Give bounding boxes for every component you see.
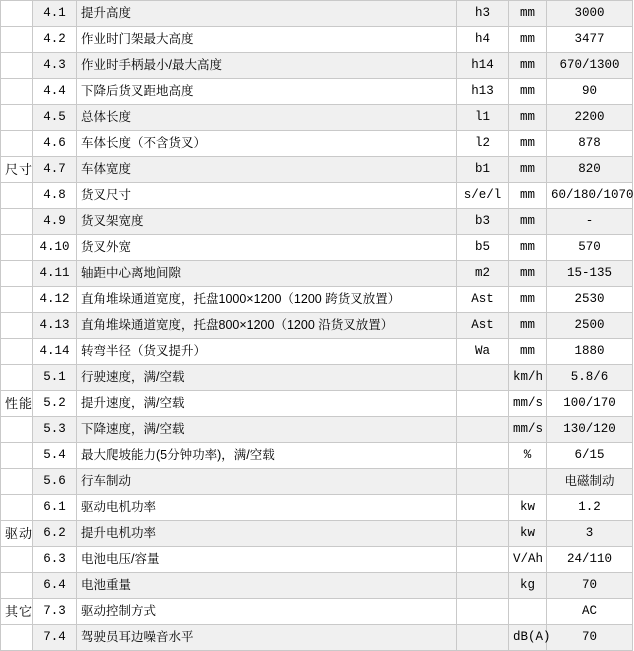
row-symbol	[457, 469, 509, 495]
table-row	[1, 599, 633, 625]
row-value: AC	[547, 599, 633, 625]
row-parameter-name: 下降后货叉距地高度	[77, 79, 457, 105]
row-unit: mm	[509, 287, 547, 313]
row-number: 6.1	[33, 495, 77, 521]
row-unit: V/Ah	[509, 547, 547, 573]
row-number: 4.5	[33, 105, 77, 131]
row-unit: km/h	[509, 365, 547, 391]
table-row	[1, 547, 633, 573]
row-parameter-name: 驱动电机功率	[77, 495, 457, 521]
row-group-label	[1, 417, 33, 443]
table-row	[1, 365, 633, 391]
row-parameter-name: 提升高度	[77, 1, 457, 27]
row-number: 4.7	[33, 157, 77, 183]
row-symbol: b3	[457, 209, 509, 235]
row-value: 24/110	[547, 547, 633, 573]
row-value: 670/1300	[547, 53, 633, 79]
row-parameter-name: 转弯半径（货叉提升）	[77, 339, 457, 365]
row-value: 130/120	[547, 417, 633, 443]
row-value: 2500	[547, 313, 633, 339]
row-value: 3477	[547, 27, 633, 53]
row-unit: mm/s	[509, 417, 547, 443]
row-number: 6.3	[33, 547, 77, 573]
row-unit: mm/s	[509, 391, 547, 417]
row-symbol: b5	[457, 235, 509, 261]
row-group-label	[1, 313, 33, 339]
table-row	[1, 157, 633, 183]
row-value: 60/180/1070	[547, 183, 633, 209]
row-unit: mm	[509, 53, 547, 79]
row-parameter-name: 电池重量	[77, 573, 457, 599]
row-symbol: h4	[457, 27, 509, 53]
row-value: 电磁制动	[547, 469, 633, 495]
table-row	[1, 1, 633, 27]
row-number: 7.3	[33, 599, 77, 625]
row-group-label	[1, 287, 33, 313]
row-symbol: l1	[457, 105, 509, 131]
row-parameter-name: 行驶速度，满/空载	[77, 365, 457, 391]
row-symbol	[457, 391, 509, 417]
row-group-label	[1, 53, 33, 79]
row-number: 4.14	[33, 339, 77, 365]
table-row	[1, 105, 633, 131]
row-group-label	[1, 131, 33, 157]
row-symbol: Wa	[457, 339, 509, 365]
row-unit: kw	[509, 521, 547, 547]
row-unit: mm	[509, 27, 547, 53]
row-group-label	[1, 339, 33, 365]
row-symbol: h13	[457, 79, 509, 105]
row-parameter-name: 驱动控制方式	[77, 599, 457, 625]
row-unit: mm	[509, 261, 547, 287]
table-row	[1, 53, 633, 79]
row-symbol	[457, 625, 509, 651]
row-number: 5.2	[33, 391, 77, 417]
row-parameter-name: 驾驶员耳边噪音水平	[77, 625, 457, 651]
row-group-label	[1, 1, 33, 27]
row-number: 5.3	[33, 417, 77, 443]
row-unit: mm	[509, 209, 547, 235]
row-symbol: Ast	[457, 287, 509, 313]
row-group-label	[1, 183, 33, 209]
row-group-label: 尺寸	[1, 157, 33, 183]
row-group-label	[1, 209, 33, 235]
row-value: -	[547, 209, 633, 235]
table-row	[1, 131, 633, 157]
row-unit: dB(A)	[509, 625, 547, 651]
row-number: 4.2	[33, 27, 77, 53]
table-row	[1, 235, 633, 261]
row-number: 6.2	[33, 521, 77, 547]
table-row	[1, 261, 633, 287]
row-group-label	[1, 365, 33, 391]
table-row	[1, 443, 633, 469]
row-group-label	[1, 79, 33, 105]
row-number: 7.4	[33, 625, 77, 651]
row-unit: mm	[509, 339, 547, 365]
row-number: 4.10	[33, 235, 77, 261]
row-symbol	[457, 547, 509, 573]
row-group-label	[1, 27, 33, 53]
table-row	[1, 27, 633, 53]
row-value: 878	[547, 131, 633, 157]
row-value: 70	[547, 625, 633, 651]
row-parameter-name: 总体长度	[77, 105, 457, 131]
row-parameter-name: 货叉架宽度	[77, 209, 457, 235]
row-symbol: h14	[457, 53, 509, 79]
table-row	[1, 625, 633, 651]
row-parameter-name: 下降速度，满/空载	[77, 417, 457, 443]
row-number: 4.6	[33, 131, 77, 157]
row-symbol: Ast	[457, 313, 509, 339]
row-value: 2530	[547, 287, 633, 313]
row-unit: mm	[509, 131, 547, 157]
row-number: 4.3	[33, 53, 77, 79]
row-number: 4.4	[33, 79, 77, 105]
row-value: 100/170	[547, 391, 633, 417]
row-symbol: m2	[457, 261, 509, 287]
row-unit: mm	[509, 313, 547, 339]
row-group-label	[1, 573, 33, 599]
row-parameter-name: 最大爬坡能力(5分钟功率)，满/空载	[77, 443, 457, 469]
row-value: 6/15	[547, 443, 633, 469]
row-symbol	[457, 417, 509, 443]
row-symbol: h3	[457, 1, 509, 27]
row-value: 90	[547, 79, 633, 105]
table-row	[1, 79, 633, 105]
row-number: 5.4	[33, 443, 77, 469]
row-parameter-name: 作业时手柄最小/最大高度	[77, 53, 457, 79]
row-unit: kg	[509, 573, 547, 599]
row-symbol	[457, 599, 509, 625]
row-symbol	[457, 495, 509, 521]
row-parameter-name: 提升速度，满/空载	[77, 391, 457, 417]
specification-table-body	[1, 1, 633, 651]
row-unit: mm	[509, 183, 547, 209]
row-unit	[509, 469, 547, 495]
table-row	[1, 209, 633, 235]
row-group-label: 驱动	[1, 521, 33, 547]
table-row	[1, 339, 633, 365]
row-value: 3	[547, 521, 633, 547]
row-symbol	[457, 573, 509, 599]
row-number: 4.8	[33, 183, 77, 209]
row-group-label	[1, 469, 33, 495]
table-row	[1, 417, 633, 443]
table-row	[1, 469, 633, 495]
row-group-label	[1, 235, 33, 261]
row-symbol	[457, 521, 509, 547]
row-parameter-name: 电池电压/容量	[77, 547, 457, 573]
row-group-label	[1, 443, 33, 469]
row-parameter-name: 车体长度（不含货叉）	[77, 131, 457, 157]
row-parameter-name: 轴距中心离地间隙	[77, 261, 457, 287]
row-unit: mm	[509, 235, 547, 261]
row-unit: mm	[509, 157, 547, 183]
row-unit: kw	[509, 495, 547, 521]
row-symbol: b1	[457, 157, 509, 183]
row-value: 1.2	[547, 495, 633, 521]
row-unit: %	[509, 443, 547, 469]
row-value: 3000	[547, 1, 633, 27]
row-unit: mm	[509, 1, 547, 27]
row-group-label: 性能	[1, 391, 33, 417]
table-row	[1, 573, 633, 599]
table-row	[1, 521, 633, 547]
row-symbol	[457, 365, 509, 391]
row-value: 2200	[547, 105, 633, 131]
row-number: 5.6	[33, 469, 77, 495]
row-value: 15-135	[547, 261, 633, 287]
row-parameter-name: 货叉尺寸	[77, 183, 457, 209]
row-group-label	[1, 547, 33, 573]
row-number: 5.1	[33, 365, 77, 391]
row-unit: mm	[509, 105, 547, 131]
row-value: 820	[547, 157, 633, 183]
row-symbol: l2	[457, 131, 509, 157]
row-unit	[509, 599, 547, 625]
row-group-label: 其它	[1, 599, 33, 625]
row-group-label	[1, 495, 33, 521]
row-unit: mm	[509, 79, 547, 105]
row-parameter-name: 作业时门架最大高度	[77, 27, 457, 53]
row-group-label	[1, 105, 33, 131]
row-group-label	[1, 261, 33, 287]
table-row	[1, 287, 633, 313]
row-number: 4.12	[33, 287, 77, 313]
row-number: 4.13	[33, 313, 77, 339]
row-parameter-name: 货叉外宽	[77, 235, 457, 261]
row-number: 4.1	[33, 1, 77, 27]
row-symbol	[457, 443, 509, 469]
row-group-label	[1, 625, 33, 651]
row-value: 5.8/6	[547, 365, 633, 391]
table-row	[1, 183, 633, 209]
row-number: 4.9	[33, 209, 77, 235]
table-row	[1, 313, 633, 339]
row-parameter-name: 直角堆垛通道宽度，托盘800×1200（1200 沿货叉放置）	[77, 313, 457, 339]
row-number: 4.11	[33, 261, 77, 287]
row-parameter-name: 提升电机功率	[77, 521, 457, 547]
row-number: 6.4	[33, 573, 77, 599]
table-row	[1, 495, 633, 521]
row-parameter-name: 车体宽度	[77, 157, 457, 183]
row-value: 1880	[547, 339, 633, 365]
row-symbol: s/e/l	[457, 183, 509, 209]
table-row	[1, 391, 633, 417]
row-parameter-name: 行车制动	[77, 469, 457, 495]
row-parameter-name: 直角堆垛通道宽度，托盘1000×1200（1200 跨货叉放置）	[77, 287, 457, 313]
row-value: 570	[547, 235, 633, 261]
row-value: 70	[547, 573, 633, 599]
